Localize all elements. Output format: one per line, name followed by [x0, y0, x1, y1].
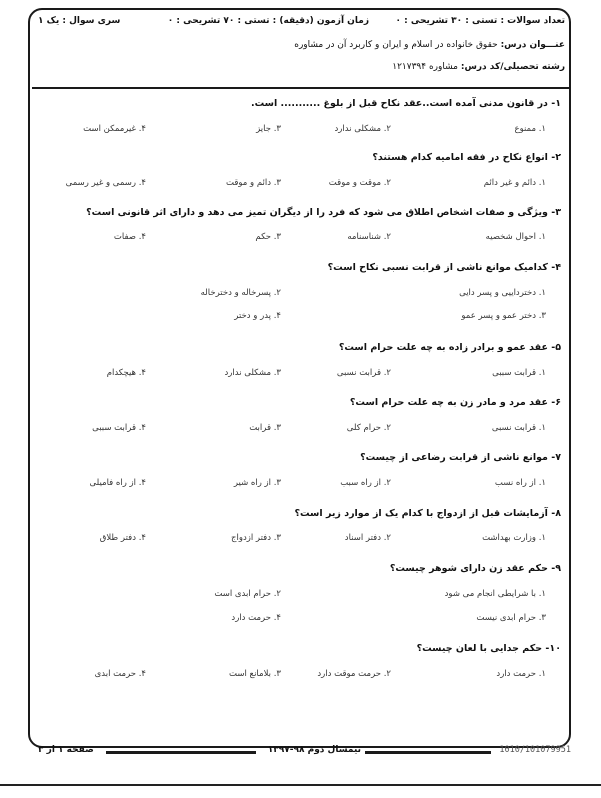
course-field-value: مشاوره ۱۲۱۷۳۹۴: [392, 62, 458, 72]
q6-option-1[interactable]: ۱. قرابت نسبی: [491, 423, 546, 433]
q1-option-4[interactable]: ۴. غیرممکن است: [83, 124, 146, 134]
course-title-label: عنـــوان درس:: [500, 40, 565, 50]
question-1: ۱- در قانون مدنی آمده است..عقد نکاح قبل از بلوغ ........... است.: [250, 98, 561, 109]
q8-option-1[interactable]: ۱. وزارت بهداشت: [482, 533, 546, 543]
q10-option-3[interactable]: ۳. بلامانع است: [229, 669, 281, 679]
q7-option-1[interactable]: ۱. از راه نسب: [494, 478, 546, 488]
q4-option-2[interactable]: ۲. پسرخاله و دخترخاله: [200, 288, 281, 298]
q4-option-3[interactable]: ۳. دختر عمو و پسر عمو: [461, 311, 546, 321]
q9-option-4[interactable]: ۴. حرمت دارد: [231, 613, 281, 623]
q8-option-2[interactable]: ۲. دفتر اسناد: [344, 533, 391, 543]
question-6: ۶- عقد مرد و مادر زن به چه علت حرام است؟: [349, 397, 561, 408]
page-number: صفحه ۱ از ۳: [38, 745, 94, 755]
q3-option-4[interactable]: ۴. صفات: [113, 232, 146, 242]
q9-option-1[interactable]: ۱. با شرایطی انجام می شود: [444, 589, 546, 599]
q3-option-3[interactable]: ۳. حکم: [255, 232, 281, 242]
q9-option-3[interactable]: ۳. حرام ابدی نیست: [476, 613, 546, 623]
question-5: ۵- عقد عمو و برادر زاده به چه علت حرام است؟: [338, 342, 561, 353]
q2-option-4[interactable]: ۴. رسمی و غیر رسمی: [65, 178, 146, 188]
question-10: ۱۰- حکم جدایی با لعان چیست؟: [416, 643, 561, 654]
course-title-value: حقوق خانواده در اسلام و ایران و کاربرد آن در مشاوره: [294, 40, 498, 50]
q7-option-2[interactable]: ۲. از راه سبب: [340, 478, 391, 488]
q2-option-2[interactable]: ۲. موقت و موقت: [328, 178, 391, 188]
q9-option-2[interactable]: ۲. حرام ابدی است: [214, 589, 281, 599]
q5-option-3[interactable]: ۳. مشکلی ندارد: [224, 368, 281, 378]
q3-option-2[interactable]: ۲. شناسنامه: [347, 232, 391, 242]
question-9: ۹- حکم عقد زن دارای شوهر چیست؟: [389, 563, 561, 574]
q2-option-3[interactable]: ۳. دائم و موقت: [225, 178, 281, 188]
question-3: ۳- ویژگی و صفات اشخاص اطلاق می شود که فرد را از دیگران تمیز می دهد و دارای اثر قانونی است؟: [86, 207, 561, 218]
footer-rule-left: [106, 751, 256, 754]
exam-code: 1010/101079951: [499, 745, 571, 755]
q5-option-2[interactable]: ۲. قرابت نسبی: [336, 368, 391, 378]
q3-option-1[interactable]: ۱. احوال شخصیه: [485, 232, 546, 242]
q7-option-3[interactable]: ۳. از راه شیر: [233, 478, 281, 488]
page-frame: [28, 8, 571, 748]
q6-option-3[interactable]: ۳. قرابت: [249, 423, 281, 433]
q4-option-1[interactable]: ۱. دخترداییی و پسر دایی: [459, 288, 546, 298]
question-4: ۴- کدامیک موانع ناشی از قرابت نسبی نکاح است؟: [327, 262, 561, 273]
q4-option-4[interactable]: ۴. پدر و دختر: [234, 311, 281, 321]
q1-option-1[interactable]: ۱. ممنوع: [514, 124, 546, 134]
q6-option-2[interactable]: ۲. حرام کلی: [346, 423, 391, 433]
q8-option-3[interactable]: ۳. دفتر ازدواج: [231, 533, 281, 543]
bottom-edge-line: [0, 784, 601, 786]
q5-option-4[interactable]: ۴. هیچکدام: [106, 368, 146, 378]
question-8: ۸- آزمایشات قبل از ازدواج با کدام یک از موارد زیر است؟: [294, 508, 561, 519]
term-label: نیمسال دوم ۹۸-۱۳۹۷: [267, 745, 361, 755]
q1-option-2[interactable]: ۲. مشکلی ندارد: [334, 124, 391, 134]
course-field: [392, 62, 565, 72]
course-title: [294, 40, 565, 50]
q6-option-4[interactable]: ۴. قرابت سببی: [92, 423, 146, 433]
q8-option-4[interactable]: ۴. دفتر طلاق: [99, 533, 146, 543]
q5-option-1[interactable]: ۱. قرابت سببی: [492, 368, 546, 378]
exam-time: زمان آزمون (دقیقه) : تستی : ۷۰ تشریحی : ۰: [167, 16, 369, 26]
footer-rule-right: [365, 751, 491, 754]
course-field-label: رشته تحصیلی/کد درس:: [460, 62, 565, 72]
exam-header: [32, 10, 569, 89]
q7-option-4[interactable]: ۴. از راه فامیلی: [89, 478, 146, 488]
q1-option-3[interactable]: ۳. جایز: [256, 124, 281, 134]
question-2: ۲- انواع نکاح در فقه امامیه کدام هستند؟: [372, 152, 561, 163]
question-series: سری سوال : یک ۱: [38, 16, 121, 26]
question-7: ۷- موانع ناشی از قرابت رضاعی از چیست؟: [360, 452, 561, 463]
q2-option-1[interactable]: ۱. دائم و غیر دائم: [483, 178, 546, 188]
question-count: تعداد سوالات : تستی : ۳۰ تشریحی : ۰: [395, 16, 565, 26]
q10-option-4[interactable]: ۴. حرمت ابدی: [94, 669, 146, 679]
q10-option-2[interactable]: ۲. حرمت موقت دارد: [317, 669, 391, 679]
q10-option-1[interactable]: ۱. حرمت دارد: [496, 669, 546, 679]
page-footer: [36, 744, 571, 764]
